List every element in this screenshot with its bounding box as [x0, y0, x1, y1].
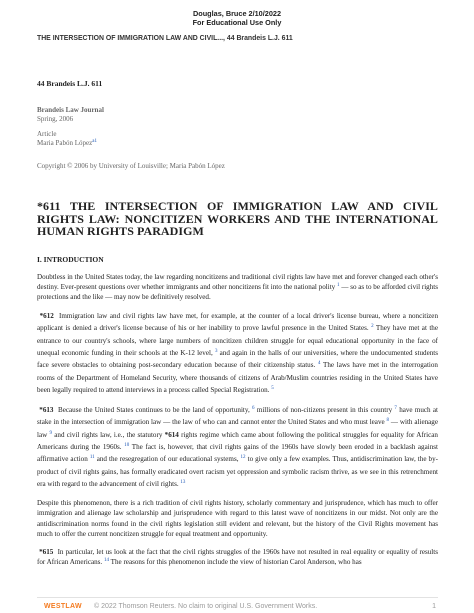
- text-run: and again in the halls of our universities, where the undocumented students face severe obstacles to obtaining post-secondary education because of their citizenship status.: [37, 349, 439, 370]
- footer-divider: [37, 597, 438, 598]
- paragraph-5: [37, 547, 438, 567]
- star-page-615: *615: [39, 548, 54, 557]
- publication-date: Spring, 2006: [37, 115, 74, 123]
- text-run: Doubtless in the United States today, the law regarding noncitizens and traditional civil rights law have met and forever changed each other's destiny. Ever-present questions over whether immigrants and other noncitizens fit into the national polity: [37, 272, 438, 291]
- text-run: — with alienage law: [37, 418, 438, 439]
- footnote-link-1[interactable]: 1: [337, 282, 340, 288]
- footnote-link-8[interactable]: 8: [386, 418, 390, 424]
- text-run: and civil rights law, i.e., the statutory: [54, 430, 163, 439]
- footnote-link-14[interactable]: 14: [103, 558, 109, 564]
- stamp-use-notice: For Educational Use Only: [192, 18, 282, 27]
- author-name: Maria Pabón López: [37, 139, 93, 147]
- section-heading: I. INTRODUCTION: [37, 254, 104, 264]
- document-body: [37, 79, 438, 575]
- footnote-link-13[interactable]: 13: [180, 479, 186, 485]
- westlaw-logo: WESTLAW: [44, 603, 82, 610]
- text-run: Immigration law and civil rights law have met, for example, at the counter of a local driver's license bureau, where a noncitizen applicant is denied a driver's license because of his or her inability to prove lawful presence in the United States.: [37, 312, 439, 333]
- footnote-link-7[interactable]: 7: [394, 406, 397, 412]
- star-page-614: *614: [164, 430, 179, 439]
- page-footer: [37, 603, 438, 613]
- paragraph-2: [37, 310, 438, 396]
- stamp-user-date: Douglas, Bruce 2/10/2022: [192, 9, 281, 18]
- text-run: — so as to be afforded civil rights protections and the like — may now be definitively resolved.: [37, 282, 438, 301]
- article-title: *611 THE INTERSECTION OF IMMIGRATION LAW AND CIVIL RIGHTS LAW: NONCITIZEN WORKERS AND THE INTERNATIONAL HUMAN RIGHTS PARADIGM: [37, 199, 438, 238]
- text-run: and the resegregation of our educational systems,: [96, 455, 239, 464]
- article-label: Article: [37, 130, 57, 138]
- text-run: Because the United States continues to be the land of opportunity,: [57, 406, 250, 415]
- running-head: THE INTERSECTION OF IMMIGRATION LAW AND CIVIL..., 44 Brandeis L.J. 611: [37, 35, 293, 42]
- star-page-613: *613: [39, 406, 54, 415]
- footer-copyright: © 2022 Thomson Reuters. No claim to original U.S. Government Works.: [94, 603, 318, 610]
- footnote-link-a1[interactable]: a1: [92, 139, 97, 144]
- text-run: rights regime which came about following the political struggles for equality for African Americans during the 1960s.: [37, 430, 438, 452]
- paragraph-4: Despite this phenomenon, there is a rich tradition of civil rights history, scholarly commentary and jurisprudence, which has much to offer immigration and alienage law scholarship and jurisprudence with regard to this latest wave of noncitizens in our midst. Not only are the antidiscrimination norms found in the civil rights legislation still evident and relevant, but the history of the Civil Rights movement has much to offer the current noncitizen struggle for equal treatment and opportunity.: [37, 499, 438, 538]
- text-run: The reasons for this phenomenon include the view of historian Carol Anderson, who has: [110, 558, 362, 567]
- footnote-link-3[interactable]: 3: [214, 349, 218, 354]
- text-run: The fact is, however, that civil rights gains of the 1960s have slowly been eroded in a backlash against affirmative action: [37, 443, 438, 464]
- star-page-612: *612: [39, 312, 54, 321]
- footnote-link-5[interactable]: 5: [271, 385, 274, 391]
- journal-name: Brandeis Law Journal: [37, 106, 104, 114]
- text-run: They have met at the entrance to our country's schools, where large numbers of noncitizen children struggle for equal educational opportunity in the face of unequal economic funding in their schools at the K-12 level,: [37, 324, 439, 357]
- print-stamp: [0, 9, 474, 27]
- text-run: In particular, let us look at the fact that the civil rights struggles of the 1960s have not resulted in real equality or equality of results for African Americans.: [37, 548, 438, 567]
- copyright-line: Copyright © 2006 by University of Louisville; Maria Pabón López: [37, 162, 225, 170]
- footnote-link-6[interactable]: 6: [252, 406, 255, 412]
- author-line: [37, 139, 438, 148]
- footnote-link-4[interactable]: 4: [317, 361, 321, 367]
- footnote-link-10[interactable]: 10: [124, 443, 130, 449]
- page-number: 1: [432, 603, 436, 610]
- footnote-link-11[interactable]: 11: [89, 455, 95, 461]
- text-run: The laws have met in the interrogation rooms of the Department of Homeland Security, where thousands of citizens of Arab/Muslim countries residing in the United States have been legally required to attend interviews in a process called Special Registration.: [37, 361, 438, 394]
- citation: 44 Brandeis L.J. 611: [37, 79, 103, 88]
- text-run: have much at stake in the intersection of immigration law — the law of who can and cannot enter the United States and who must leave: [37, 406, 438, 427]
- paragraph-1: [37, 272, 438, 303]
- footnote-link-9[interactable]: 9: [49, 430, 53, 436]
- text-run: millions of non-citizens present in this country: [256, 406, 393, 415]
- footnote-link-12[interactable]: 12: [240, 455, 246, 461]
- footnote-link-2[interactable]: 2: [371, 324, 374, 330]
- text-run: to give only a few examples. Thus, antidiscrimination law, the by-product of civil rights gains, has formally eradicated overt racism yet oppression and symbolic racism thrive, as we see in this retrenchment era with regard to the advancement of civil rights.: [37, 455, 438, 488]
- paragraph-3: [37, 404, 438, 490]
